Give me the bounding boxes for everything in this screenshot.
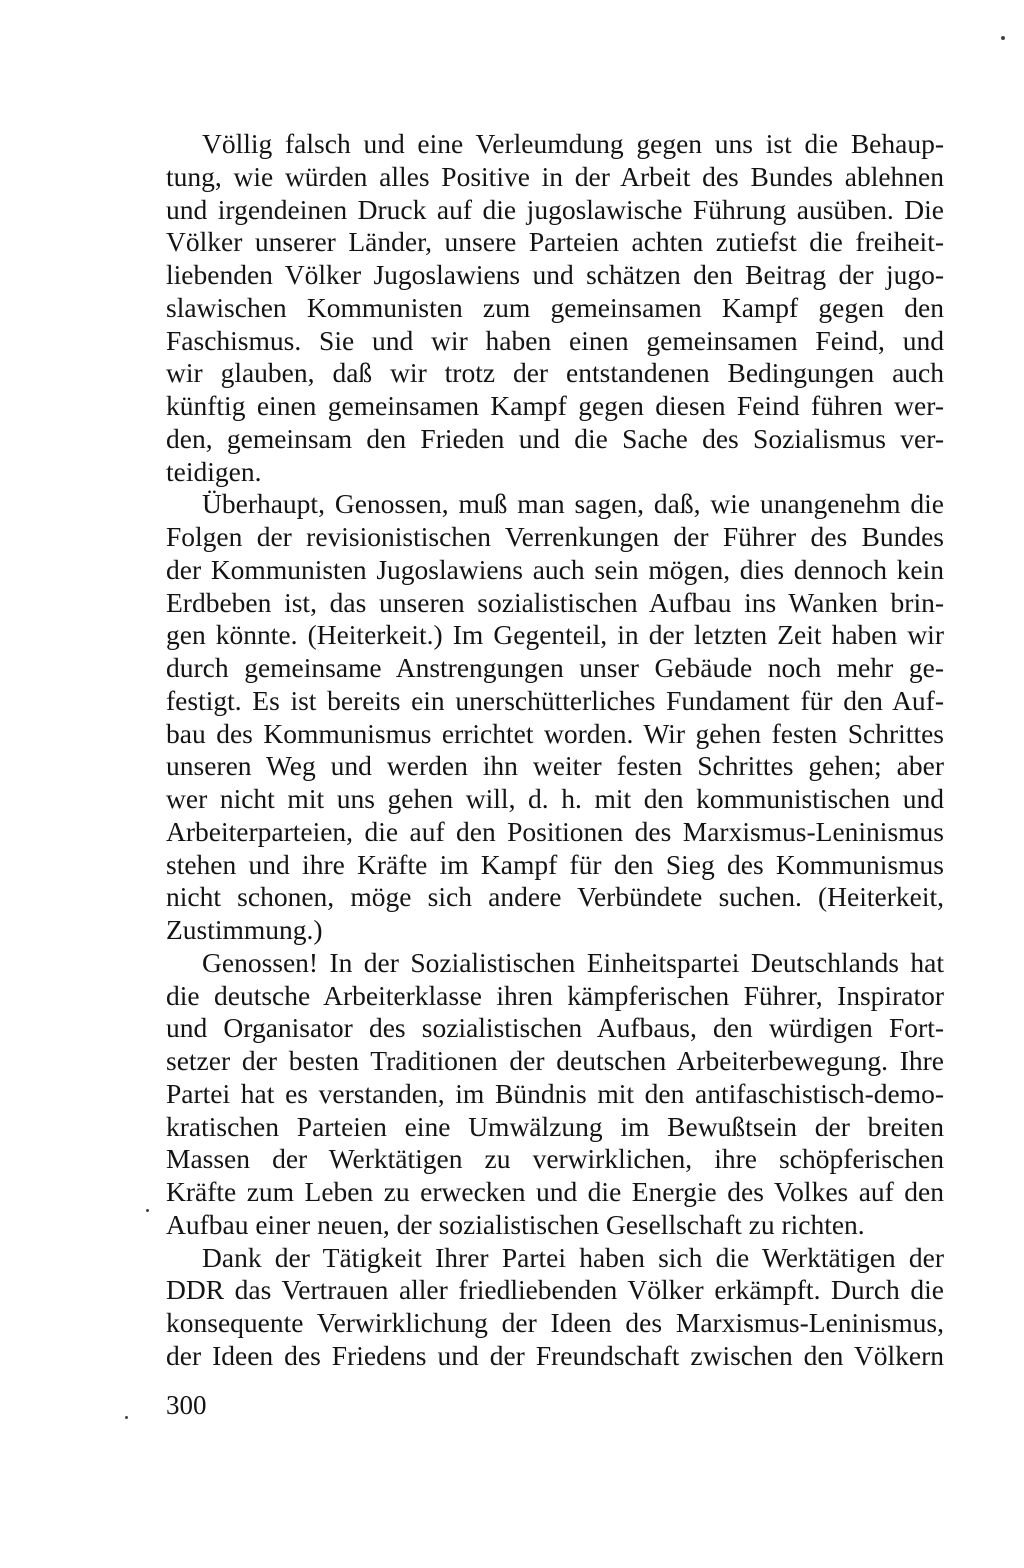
text-line: wer nicht mit uns gehen will, d. h. mit den kommunistischen und bbox=[166, 783, 944, 814]
text-line: künftig einen gemeinsamen Kampf gegen diesen Feind führen wer- bbox=[166, 390, 944, 421]
text-line: Aufbau einer neuen, der sozialistischen Gesellschaft zu richten. bbox=[166, 1208, 865, 1240]
text-line: liebenden Völker Jugoslawiens und schätzen den Beitrag der jugo- bbox=[166, 259, 944, 290]
page-number: 300 bbox=[166, 1390, 207, 1420]
text-line: und irgendeinen Druck auf die jugoslawische Führung ausüben. Die bbox=[166, 193, 944, 225]
text-line: tung, wie würden alles Positive in der Arbeit des Bundes ablehnen bbox=[166, 160, 944, 192]
text-line: Völker unserer Länder, unsere Parteien achten zutiefst die freiheit- bbox=[166, 226, 944, 258]
text-line: nicht schonen, möge sich andere Verbündete suchen. (Heiterkeit, bbox=[166, 881, 944, 913]
text-line: konsequente Verwirklichung der Ideen des Marxismus-Leninismus, bbox=[166, 1307, 944, 1338]
text-line: festigt. Es ist bereits ein unerschütterliches Fundament für den Auf- bbox=[166, 684, 944, 716]
text-line: Arbeiterparteien, die auf den Positionen des Marxismus-Leninismus bbox=[166, 815, 944, 847]
text-line: kratischen Parteien eine Umwälzung im Bewußtsein der breiten bbox=[166, 1110, 944, 1142]
scan-speck bbox=[125, 1416, 128, 1419]
text-line: Genossen! In der Sozialistischen Einheitspartei Deutschlands hat bbox=[202, 946, 944, 978]
text-line: Kräfte zum Leben zu erwecken und die Energie des Volkes auf den bbox=[166, 1176, 944, 1207]
text-line: der Ideen des Friedens und der Freundschaft zwischen den Völkern bbox=[166, 1339, 944, 1371]
text-line: bau des Kommunismus errichtet worden. Wir gehen festen Schrittes bbox=[166, 717, 944, 749]
body-text bbox=[166, 128, 944, 1373]
text-line: der Kommunisten Jugoslawiens auch sein mögen, dies dennoch kein bbox=[166, 553, 944, 585]
text-line: gen könnte. (Heiterkeit.) Im Gegenteil, in der letzten Zeit haben wir bbox=[166, 619, 944, 651]
text-line: stehen und ihre Kräfte im Kampf für den Sieg des Kommunismus bbox=[166, 848, 944, 880]
text-line: teidigen. bbox=[166, 455, 262, 487]
text-line: wir glauben, daß wir trotz der entstandenen Bedingungen auch bbox=[166, 357, 944, 389]
text-line: Folgen der revisionistischen Verrenkungen der Führer des Bundes bbox=[166, 521, 944, 552]
text-line: DDR das Vertrauen aller friedliebenden Völker erkämpft. Durch die bbox=[166, 1274, 944, 1306]
text-line: die deutsche Arbeiterklasse ihren kämpferischen Führer, Inspirator bbox=[166, 979, 944, 1011]
text-line: slawischen Kommunisten zum gemeinsamen Kampf gegen den bbox=[166, 291, 944, 323]
text-line: Völlig falsch und eine Verleumdung gegen uns ist die Behaup- bbox=[202, 128, 944, 159]
text-line: Massen der Werktätigen zu verwirklichen, ihre schöpferischen bbox=[166, 1143, 944, 1175]
text-line: Faschismus. Sie und wir haben einen gemeinsamen Feind, und bbox=[166, 324, 944, 356]
text-line: Zustimmung.) bbox=[166, 914, 323, 945]
scan-speck bbox=[1001, 36, 1005, 40]
scan-speck bbox=[146, 1209, 149, 1212]
text-line: Dank der Tätigkeit Ihrer Partei haben sich die Werktätigen der bbox=[202, 1241, 944, 1273]
text-line: unseren Weg und werden ihn weiter festen Schrittes gehen; aber bbox=[166, 750, 944, 782]
text-line: Erdbeben ist, das unseren sozialistischen Aufbau ins Wanken brin- bbox=[166, 586, 944, 618]
text-line: Überhaupt, Genossen, muß man sagen, daß, wie unangenehm die bbox=[202, 488, 944, 520]
text-line: setzer der besten Traditionen der deutschen Arbeiterbewegung. Ihre bbox=[166, 1045, 944, 1076]
text-line: den, gemeinsam den Frieden und die Sache des Sozialismus ver- bbox=[166, 422, 944, 454]
text-line: durch gemeinsame Anstrengungen unser Gebäude noch mehr ge- bbox=[166, 652, 944, 683]
text-line: Partei hat es verstanden, im Bündnis mit den antifaschistisch-demo- bbox=[166, 1077, 944, 1109]
text-line: und Organisator des sozialistischen Aufbaus, den würdigen Fort- bbox=[166, 1012, 944, 1044]
